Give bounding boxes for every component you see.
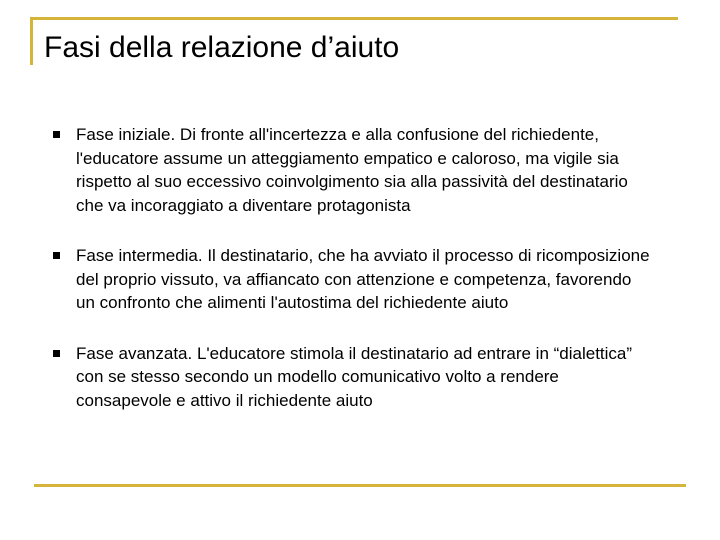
title-left-rule xyxy=(30,17,33,65)
bottom-rule xyxy=(34,484,686,487)
bullet-item-initial-phase xyxy=(50,123,650,217)
bullet-text-intermediate-phase: Fase intermedia. Il destinatario, che ha avviato il processo di ricomposizione del proprio vissuto, va affiancato con attenzione e competenza, favorendo un confronto che alimenti l'autostima del richiedente aiuto xyxy=(76,246,650,312)
bullet-list xyxy=(50,123,650,412)
bullet-text-initial-phase: Fase iniziale. Di fronte all'incertezza e alla confusione del richiedente, l'educatore assume un atteggiamento empatico e caloroso, ma vigile sia rispetto al suo eccessivo coinvolgimento sia alla passività del destinatario che va incoraggiato a diventare protagonista xyxy=(76,125,628,215)
bullet-item-advanced-phase xyxy=(50,342,650,413)
square-bullet-icon xyxy=(53,131,60,138)
square-bullet-icon xyxy=(53,350,60,357)
title-top-rule xyxy=(30,17,678,20)
square-bullet-icon xyxy=(53,252,60,259)
page-title: Fasi della relazione d’aiuto xyxy=(44,31,400,64)
bullet-item-intermediate-phase xyxy=(50,244,650,315)
bullet-text-advanced-phase: Fase avanzata. L'educatore stimola il destinatario ad entrare in “dialettica” con se stesso secondo un modello comunicativo volto a rendere consapevole e attivo il richiedente aiuto xyxy=(76,343,633,410)
